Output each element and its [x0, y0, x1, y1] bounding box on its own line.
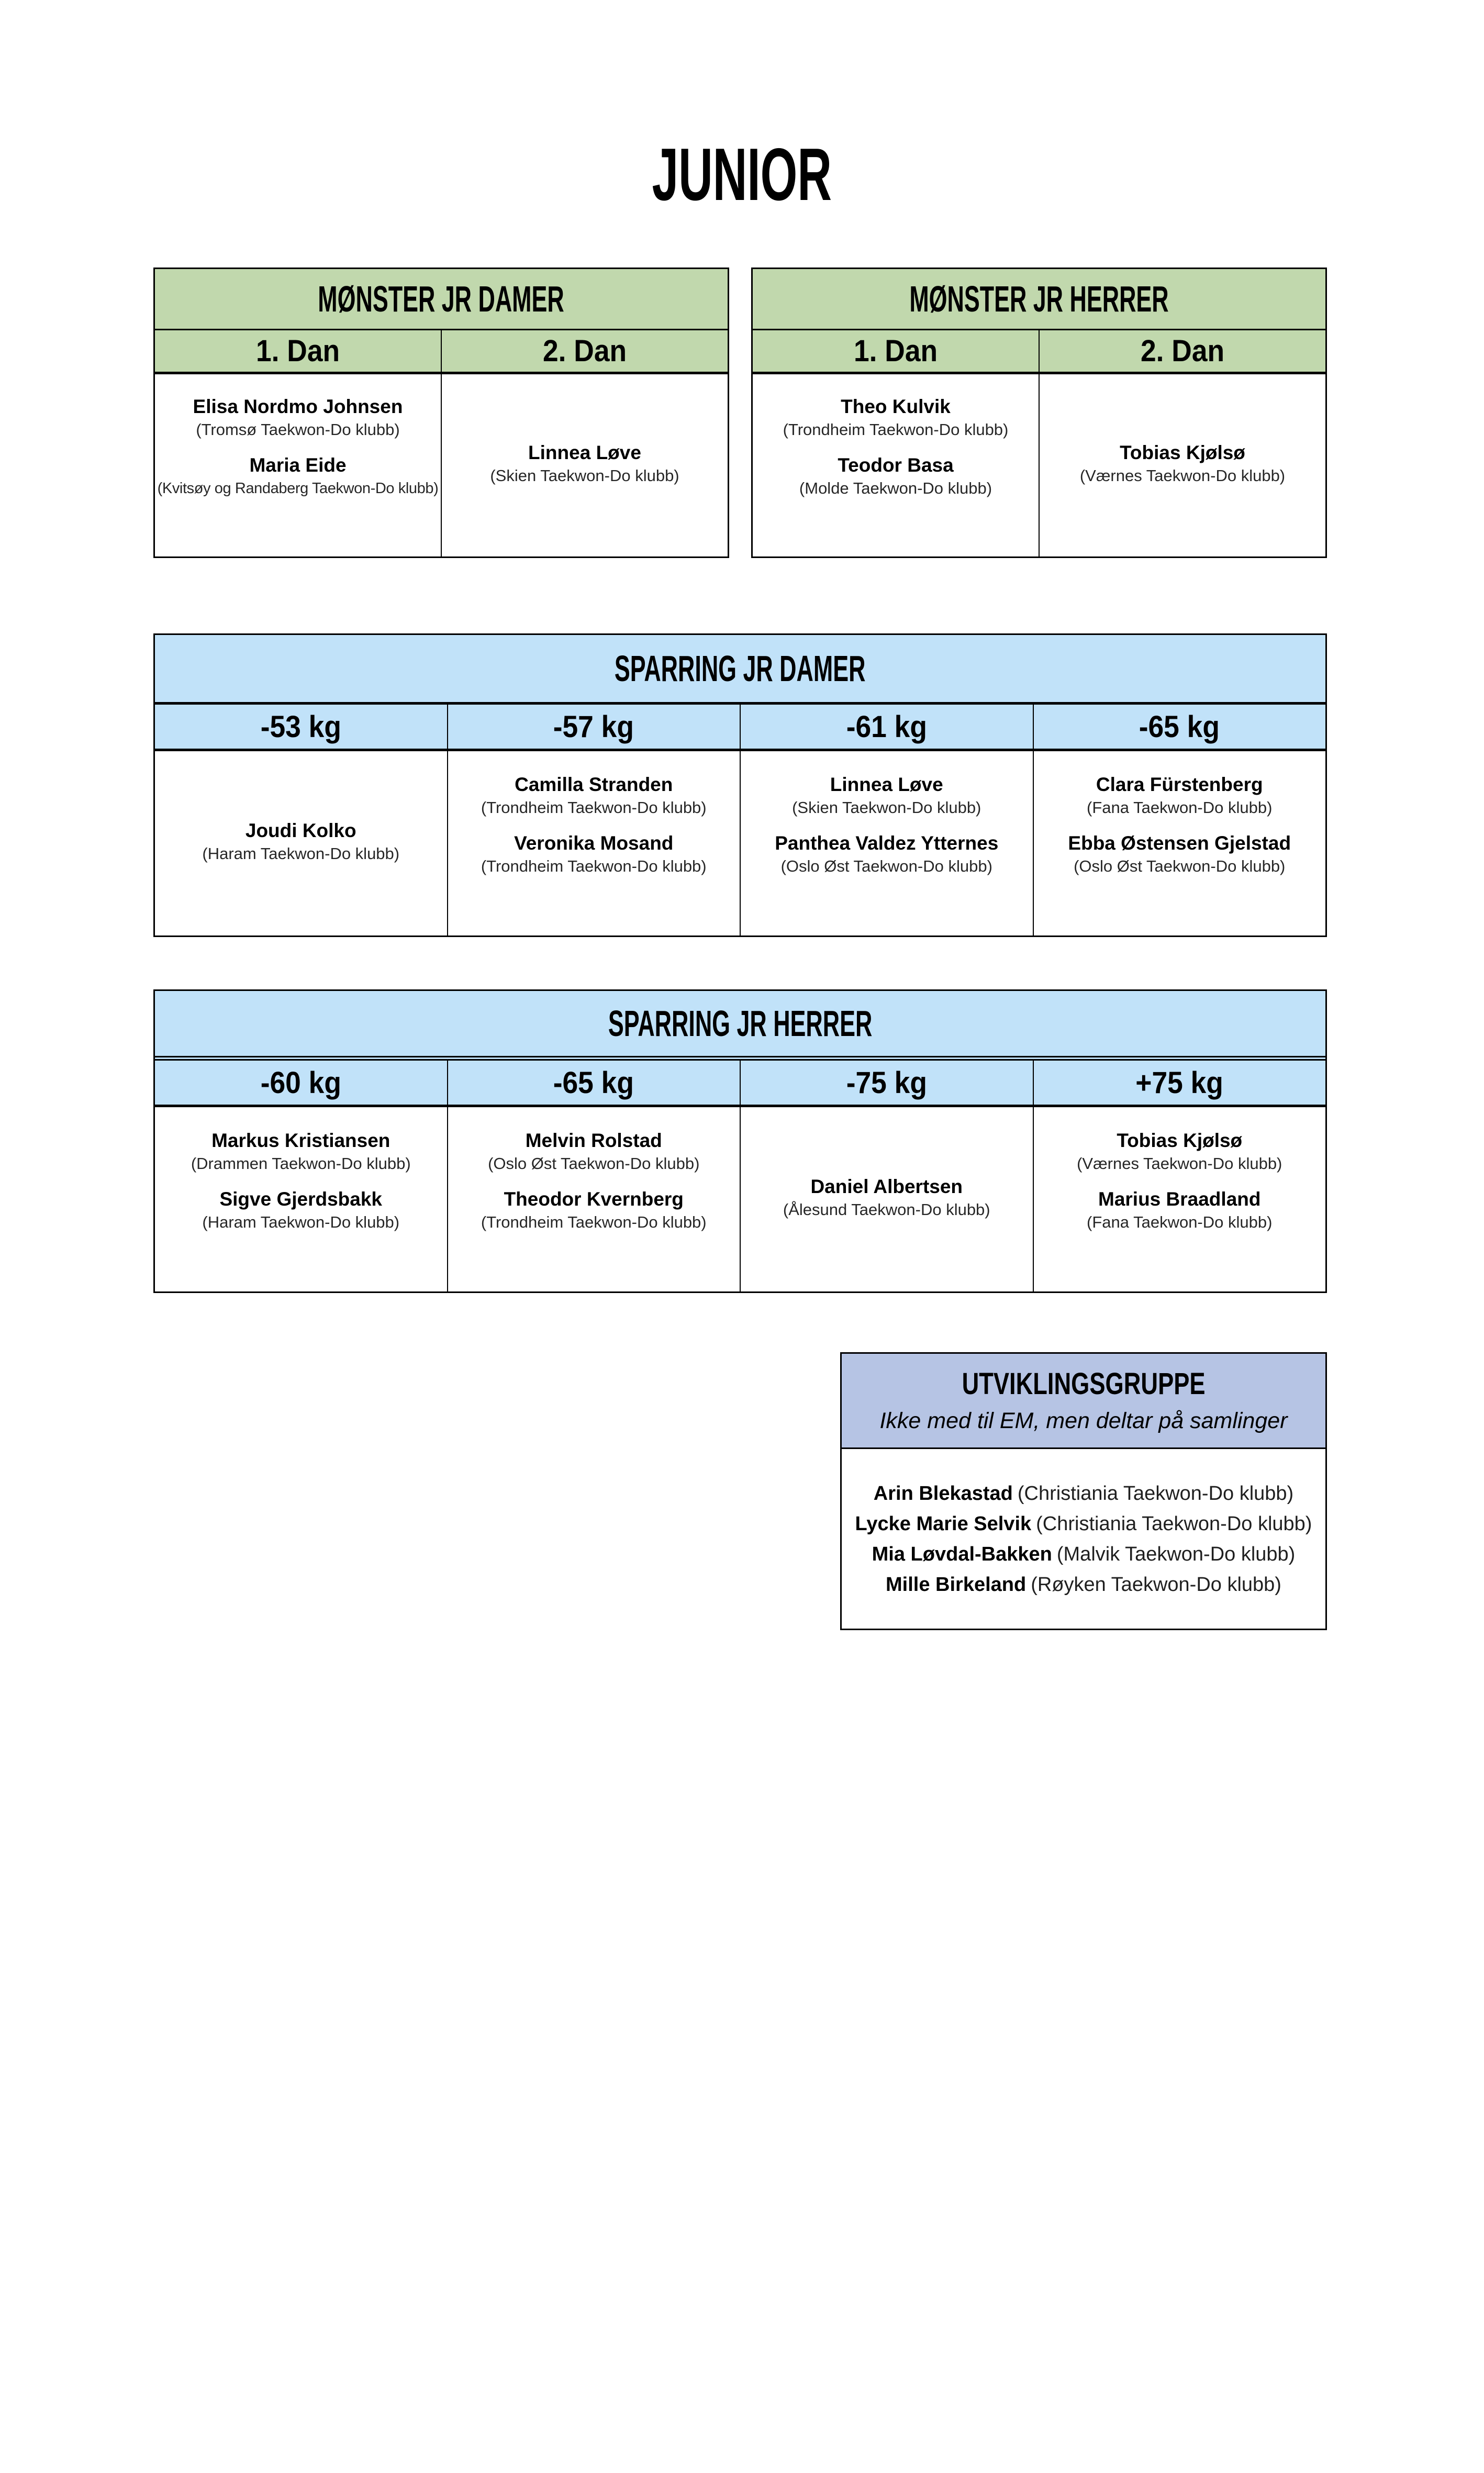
- athlete-club: (Trondheim Taekwon-Do klubb): [783, 420, 1009, 439]
- column-body: [155, 751, 447, 935]
- table-title: [155, 269, 728, 330]
- member-club: (Christiania Taekwon-Do klubb): [1036, 1512, 1312, 1535]
- column-57kg: [447, 705, 740, 935]
- athlete-entry: [799, 454, 992, 499]
- member-name: Mia Løvdal-Bakken: [872, 1543, 1052, 1565]
- athlete-name: Joudi Kolko: [245, 820, 356, 841]
- athlete-club: (Drammen Taekwon-Do klubb): [191, 1154, 411, 1173]
- athlete-club: (Værnes Taekwon-Do klubb): [1079, 466, 1286, 485]
- athlete-entry: [1077, 1129, 1282, 1174]
- column-header: [753, 330, 1039, 374]
- athlete-club: (Fana Taekwon-Do klubb): [1087, 798, 1273, 817]
- column-header-text: 2. Dan: [542, 334, 627, 368]
- table-columns: [155, 705, 1325, 935]
- column-header-text: -75 kg: [846, 1065, 927, 1100]
- development-group-box: [840, 1352, 1327, 1630]
- athlete-entry: [202, 819, 399, 864]
- athlete-club: (Ålesund Taekwon-Do klubb): [783, 1200, 990, 1219]
- athlete-entry: [481, 832, 707, 877]
- athlete-entry: [193, 395, 403, 440]
- sparring-jr-damer-table: [153, 633, 1327, 937]
- column-body: [1040, 374, 1325, 556]
- monster-jr-herrer-table: [751, 268, 1327, 558]
- column-body: [741, 751, 1033, 935]
- athlete-entry: [488, 1129, 699, 1174]
- column-header: [448, 1061, 740, 1107]
- athlete-name: Maria Eide: [249, 454, 347, 476]
- athlete-club: (Skien Taekwon-Do klubb): [792, 798, 981, 817]
- column-1-dan: [155, 330, 441, 556]
- column-header-text: 2. Dan: [1140, 334, 1225, 368]
- column-body: [155, 1107, 447, 1291]
- table-title: [155, 635, 1325, 705]
- column-body: [448, 751, 740, 935]
- column-65kg: [1033, 705, 1326, 935]
- athlete-entry: [202, 1188, 399, 1233]
- column-1-dan: [753, 330, 1039, 556]
- page-title-text: JUNIOR: [652, 133, 832, 216]
- column-header-text: -65 kg: [553, 1065, 634, 1100]
- member-club: (Røyken Taekwon-Do klubb): [1031, 1573, 1281, 1596]
- column-header: [155, 1061, 447, 1107]
- column-header-text: -53 kg: [260, 709, 341, 744]
- athlete-name: Clara Fürstenberg: [1096, 774, 1263, 795]
- column-header: [1040, 330, 1325, 374]
- athlete-entry: [191, 1129, 411, 1174]
- column-75kg: [740, 1061, 1033, 1291]
- column-body: [753, 374, 1039, 556]
- member-club: (Malvik Taekwon-Do klubb): [1056, 1543, 1296, 1565]
- column-header-text: -57 kg: [553, 709, 634, 744]
- athlete-entry: [783, 1175, 990, 1220]
- athlete-entry: [792, 773, 981, 818]
- athlete-name: Markus Kristiansen: [211, 1130, 390, 1151]
- member-line: [855, 1509, 1312, 1539]
- athlete-entry: [1068, 832, 1291, 877]
- athlete-name: Elisa Nordmo Johnsen: [193, 396, 403, 417]
- column-body: [155, 374, 441, 556]
- monster-jr-damer-table: [153, 268, 729, 558]
- page-title: [0, 133, 1484, 216]
- athlete-name: Theodor Kvernberg: [504, 1188, 684, 1210]
- athlete-entry: [490, 441, 679, 486]
- column-header: [155, 330, 441, 374]
- column-header: [741, 1061, 1033, 1107]
- athlete-name: Tobias Kjølsø: [1117, 1130, 1243, 1151]
- athlete-entry: [1080, 441, 1285, 486]
- member-name: Lycke Marie Selvik: [855, 1512, 1032, 1535]
- athlete-club: (Haram Taekwon-Do klubb): [202, 1213, 400, 1231]
- column-header-text: +75 kg: [1135, 1065, 1224, 1100]
- member-line: [886, 1569, 1281, 1600]
- athlete-entry: [158, 454, 439, 499]
- table-columns: [753, 330, 1325, 556]
- development-group-title-text: UTVIKLINGSGRUPPE: [962, 1366, 1206, 1401]
- athlete-name: Linnea Løve: [830, 774, 943, 795]
- athlete-name: Daniel Albertsen: [810, 1176, 963, 1197]
- table-columns: [155, 330, 728, 556]
- column-header-text: -61 kg: [846, 709, 927, 744]
- column-61kg: [740, 705, 1033, 935]
- athlete-name: Tobias Kjølsø: [1120, 442, 1245, 463]
- column-2-dan: [441, 330, 728, 556]
- column-header: [155, 705, 447, 751]
- column-header-text: 1. Dan: [853, 334, 938, 368]
- column-header: [1034, 705, 1326, 751]
- athlete-club: (Kvitsøy og Randaberg Taekwon-Do klubb): [157, 480, 439, 497]
- development-group-title: [928, 1368, 1240, 1400]
- athlete-name: Ebba Østensen Gjelstad: [1068, 832, 1291, 854]
- column-header: [442, 330, 728, 374]
- athlete-name: Veronika Mosand: [514, 832, 674, 854]
- column-2-dan: [1039, 330, 1325, 556]
- column-plus75kg: [1033, 1061, 1326, 1291]
- column-header-text: 1. Dan: [255, 334, 340, 368]
- development-group-subtitle: Ikke med til EM, men deltar på samlinger: [879, 1408, 1288, 1433]
- sparring-jr-herrer-table: [153, 989, 1327, 1293]
- athlete-club: (Oslo Øst Taekwon-Do klubb): [1074, 857, 1286, 875]
- column-header-text: -65 kg: [1139, 709, 1220, 744]
- member-name: Arin Blekastad: [873, 1482, 1013, 1505]
- column-header-text: -60 kg: [260, 1065, 341, 1100]
- member-name: Mille Birkeland: [886, 1573, 1026, 1596]
- athlete-club: (Oslo Øst Taekwon-Do klubb): [488, 1154, 700, 1173]
- athlete-club: (Trondheim Taekwon-Do klubb): [481, 1213, 707, 1231]
- athlete-name: Panthea Valdez Ytternes: [775, 832, 999, 854]
- column-body: [448, 1107, 740, 1291]
- athlete-name: Theo Kulvik: [841, 396, 951, 417]
- column-body: [442, 374, 728, 556]
- member-line: [872, 1539, 1296, 1569]
- athlete-name: Melvin Rolstad: [525, 1130, 662, 1151]
- column-body: [741, 1107, 1033, 1291]
- athlete-club: (Fana Taekwon-Do klubb): [1087, 1213, 1273, 1231]
- development-group-members: [842, 1449, 1325, 1629]
- table-title-text: SPARRING JR HERRER: [608, 1003, 873, 1044]
- column-65kg: [447, 1061, 740, 1291]
- athlete-entry: [775, 832, 998, 877]
- athlete-entry: [481, 1188, 707, 1233]
- table-title-text: SPARRING JR DAMER: [615, 648, 866, 689]
- table-title: [753, 269, 1325, 330]
- athlete-club: (Molde Taekwon-Do klubb): [799, 479, 992, 497]
- athlete-entry: [481, 773, 707, 818]
- table-columns: [155, 1061, 1325, 1291]
- athlete-entry: [1087, 1188, 1272, 1233]
- column-53kg: [155, 705, 447, 935]
- athlete-name: Teodor Basa: [838, 454, 954, 476]
- athlete-name: Camilla Stranden: [515, 774, 673, 795]
- athlete-club: (Haram Taekwon-Do klubb): [202, 844, 400, 863]
- athlete-club: (Værnes Taekwon-Do klubb): [1077, 1154, 1282, 1173]
- column-60kg: [155, 1061, 447, 1291]
- athlete-club: (Trondheim Taekwon-Do klubb): [481, 857, 707, 875]
- column-body: [1034, 751, 1326, 935]
- athlete-club: (Skien Taekwon-Do klubb): [490, 466, 679, 485]
- athlete-club: (Trondheim Taekwon-Do klubb): [481, 798, 707, 817]
- athlete-club: (Tromsø Taekwon-Do klubb): [196, 420, 400, 439]
- athlete-name: Marius Braadland: [1098, 1188, 1261, 1210]
- member-line: [874, 1478, 1293, 1509]
- table-title-text: MØNSTER JR HERRER: [909, 279, 1169, 319]
- column-header: [1034, 1061, 1326, 1107]
- athlete-name: Linnea Løve: [528, 442, 641, 463]
- development-group-header: [842, 1354, 1325, 1449]
- table-title-text: MØNSTER JR DAMER: [318, 279, 565, 319]
- athlete-club: (Oslo Øst Taekwon-Do klubb): [780, 857, 992, 875]
- athlete-entry: [1087, 773, 1272, 818]
- athlete-entry: [783, 395, 1009, 440]
- athlete-name: Sigve Gjerdsbakk: [219, 1188, 383, 1210]
- column-body: [1034, 1107, 1326, 1291]
- column-header: [741, 705, 1033, 751]
- table-title: [155, 991, 1325, 1061]
- column-header: [448, 705, 740, 751]
- member-club: (Christiania Taekwon-Do klubb): [1017, 1482, 1294, 1505]
